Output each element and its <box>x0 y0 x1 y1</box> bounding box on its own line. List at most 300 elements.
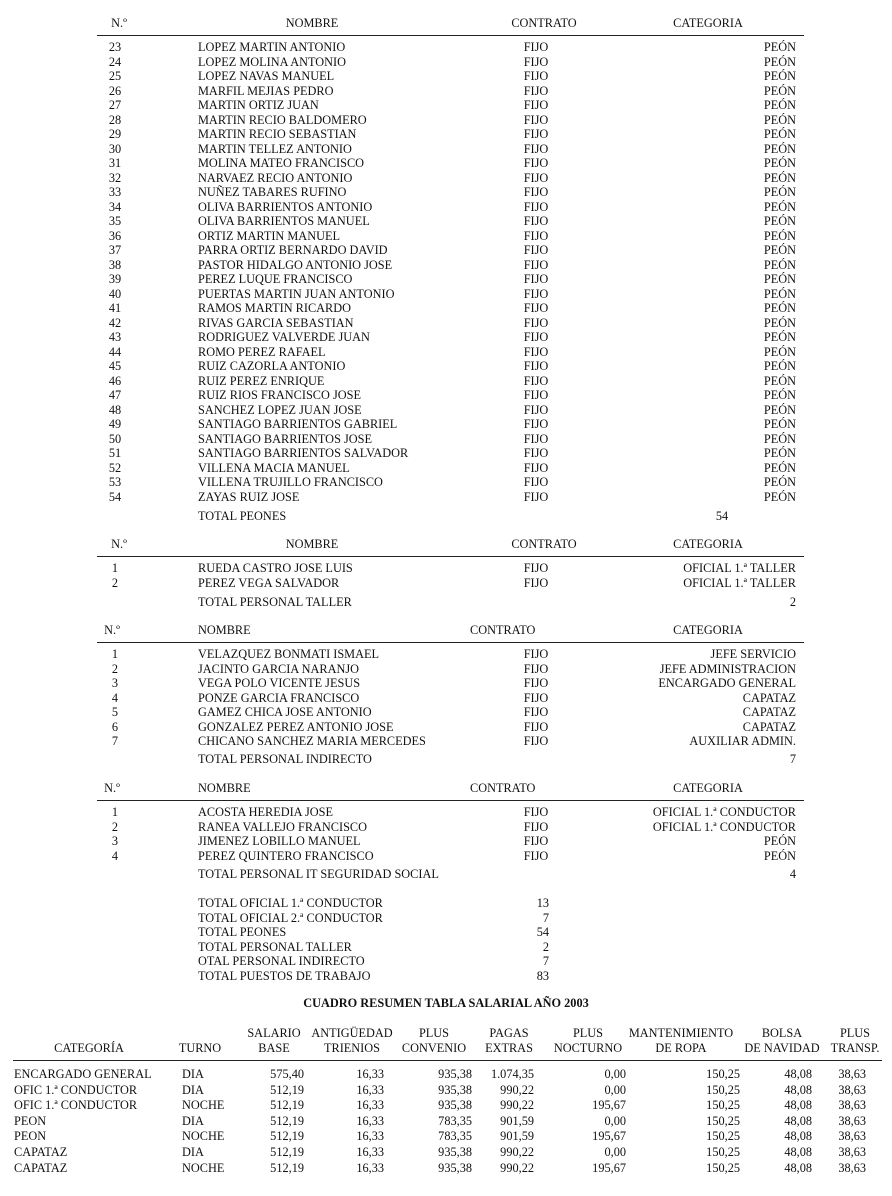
row-categoria: PEÓN <box>763 272 796 286</box>
row-num: 40 <box>108 286 122 301</box>
row-nombre: LOPEZ NAVAS MANUEL <box>198 69 335 83</box>
table-row <box>0 142 892 157</box>
salary-cell: 935,38 <box>438 1145 472 1159</box>
row-contrato: FIJO <box>523 834 549 848</box>
salary-cell: 16,33 <box>356 1160 384 1175</box>
row-num: 38 <box>108 257 122 272</box>
header-nombre: NOMBRE <box>198 623 251 637</box>
row-nombre: MARTIN ORTIZ JUAN <box>198 98 319 112</box>
salary-cell: 16,33 <box>356 1145 384 1159</box>
row-num: 29 <box>108 127 122 141</box>
row-num: 2 <box>111 575 119 590</box>
row-num: 49 <box>108 417 122 431</box>
total-label: TOTAL PERSONAL TALLER <box>198 595 352 609</box>
salary-header-line1: PAGAS <box>489 1026 529 1040</box>
table-row <box>0 113 892 128</box>
row-categoria: JEFE ADMINISTRACION <box>659 661 796 676</box>
header-categoria: CATEGORIA <box>673 623 743 637</box>
salary-cell: 512,19 <box>270 1082 304 1097</box>
row-categoria: PEÓN <box>763 112 796 127</box>
total-label: TOTAL PEONES <box>198 509 287 523</box>
summary-label: OTAL PERSONAL INDIRECTO <box>198 954 365 968</box>
table-row <box>0 69 892 84</box>
table-row <box>0 805 892 820</box>
salary-cell: 901,59 <box>500 1113 534 1128</box>
table-row <box>0 185 892 200</box>
row-contrato: FIJO <box>523 98 549 112</box>
row-categoria: JEFE SERVICIO <box>710 647 796 661</box>
salary-header-line1: MANTENIMIENTO <box>628 1026 734 1040</box>
salary-divider-line <box>13 1060 882 1061</box>
row-contrato: FIJO <box>523 705 549 719</box>
summary-row <box>0 969 892 984</box>
row-categoria: PEÓN <box>763 834 796 848</box>
table-row <box>0 330 892 345</box>
salary-cell: 150,25 <box>706 1160 740 1175</box>
row-num: 24 <box>108 54 122 69</box>
salary-cell: 150,25 <box>706 1113 740 1128</box>
salary-header-cell <box>824 1026 886 1056</box>
row-nombre: PEREZ LUQUE FRANCISCO <box>198 272 353 286</box>
row-nombre: OLIVA BARRIENTOS ANTONIO <box>198 199 373 214</box>
salary-header-cell <box>622 1026 740 1056</box>
table-row <box>0 229 892 244</box>
header-contrato: CONTRATO <box>470 781 536 795</box>
divider-line <box>97 556 804 557</box>
row-categoria: PEÓN <box>763 257 796 272</box>
header-num: N.º <box>104 781 120 795</box>
salary-cell: 1.074,35 <box>490 1067 534 1081</box>
row-nombre: RANEA VALLEJO FRANCISCO <box>198 819 367 834</box>
row-nombre: ORTIZ MARTIN MANUEL <box>198 228 340 243</box>
row-num: 37 <box>108 243 122 257</box>
header-nombre: NOMBRE <box>285 537 339 551</box>
salary-cell: NOCHE <box>182 1160 225 1175</box>
row-contrato: FIJO <box>523 40 549 54</box>
salary-cell: 150,25 <box>706 1098 740 1113</box>
row-nombre: NARVAEZ RECIO ANTONIO <box>198 170 353 185</box>
salary-cell: 150,25 <box>706 1129 740 1144</box>
salary-cell: 935,38 <box>438 1098 472 1113</box>
row-nombre: SANTIAGO BARRIENTOS JOSE <box>198 431 372 446</box>
total-value: 54 <box>715 509 729 523</box>
row-num: 27 <box>108 98 122 112</box>
table-row <box>0 127 892 142</box>
row-nombre: MARFIL MEJIAS PEDRO <box>198 83 334 98</box>
row-categoria: PEÓN <box>763 141 796 156</box>
row-contrato: FIJO <box>523 460 549 475</box>
salary-cell: OFIC 1.ª CONDUCTOR <box>14 1098 138 1113</box>
row-nombre: PUERTAS MARTIN JUAN ANTONIO <box>198 286 395 301</box>
row-contrato: FIJO <box>523 647 549 661</box>
summary-value: 7 <box>542 954 549 968</box>
salary-cell: DIA <box>182 1082 204 1097</box>
row-nombre: RUIZ PEREZ ENRIQUE <box>198 373 325 388</box>
row-categoria: PEÓN <box>763 330 796 344</box>
salary-cell: 0,00 <box>604 1082 626 1097</box>
salary-cell: 48,08 <box>784 1145 812 1159</box>
row-contrato: FIJO <box>523 475 549 489</box>
table-row <box>0 403 892 418</box>
row-contrato: FIJO <box>523 199 549 214</box>
row-num: 4 <box>111 848 119 863</box>
row-categoria: PEÓN <box>763 40 796 54</box>
row-contrato: FIJO <box>523 819 549 834</box>
salary-header-line1: BOLSA <box>761 1026 803 1040</box>
table-row <box>0 359 892 374</box>
row-categoria: PEÓN <box>763 359 796 373</box>
row-contrato: FIJO <box>523 228 549 243</box>
row-categoria: PEÓN <box>763 402 796 417</box>
row-contrato: FIJO <box>523 373 549 388</box>
row-categoria: CAPATAZ <box>742 705 796 719</box>
row-nombre: PARRA ORTIZ BERNARDO DAVID <box>198 243 388 257</box>
salary-cell: 150,25 <box>706 1082 740 1097</box>
summary-label: TOTAL OFICIAL 2.ª CONDUCTOR <box>198 910 383 925</box>
salary-header-line1 <box>172 1026 228 1041</box>
row-categoria: PEÓN <box>763 417 796 431</box>
row-nombre: RUEDA CASTRO JOSE LUIS <box>198 561 353 575</box>
salary-row <box>0 1067 892 1082</box>
row-contrato: FIJO <box>523 156 549 170</box>
summary-row <box>0 925 892 940</box>
row-contrato: FIJO <box>523 561 549 575</box>
salary-cell: 195,67 <box>592 1129 626 1144</box>
salary-cell: NOCHE <box>182 1129 225 1144</box>
row-contrato: FIJO <box>523 243 549 257</box>
header-nombre: NOMBRE <box>198 781 251 795</box>
row-nombre: JIMENEZ LOBILLO MANUEL <box>198 834 361 848</box>
table-row <box>0 849 892 864</box>
summary-label: TOTAL PEONES <box>198 925 287 939</box>
salary-row <box>0 1114 892 1129</box>
salary-cell: OFIC 1.ª CONDUCTOR <box>14 1082 138 1097</box>
salary-cell: 16,33 <box>356 1067 384 1081</box>
row-num: 7 <box>111 734 119 748</box>
row-nombre: MARTIN RECIO SEBASTIAN <box>198 127 357 141</box>
row-nombre: NUÑEZ TABARES RUFINO <box>198 185 347 199</box>
row-contrato: FIJO <box>523 388 549 402</box>
row-nombre: MOLINA MATEO FRANCISCO <box>198 156 365 170</box>
table-row <box>0 820 892 835</box>
salary-cell: DIA <box>182 1145 204 1159</box>
row-categoria: PEÓN <box>763 344 796 359</box>
salary-cell: 16,33 <box>356 1129 384 1144</box>
table-row <box>0 432 892 447</box>
table-header <box>0 781 892 796</box>
row-num: 1 <box>111 805 119 819</box>
row-categoria: AUXILIAR ADMIN. <box>689 734 796 748</box>
header-categoria: CATEGORIA <box>673 16 743 30</box>
salary-cell: 48,08 <box>784 1113 812 1128</box>
row-num: 3 <box>111 834 119 848</box>
table-row <box>0 475 892 490</box>
salary-cell: 935,38 <box>438 1160 472 1175</box>
row-nombre: CHICANO SANCHEZ MARIA MERCEDES <box>198 734 426 748</box>
row-nombre: GONZALEZ PEREZ ANTONIO JOSE <box>198 719 394 734</box>
salary-cell: 38,63 <box>838 1160 866 1175</box>
row-contrato: FIJO <box>523 83 549 98</box>
row-nombre: RIVAS GARCIA SEBASTIAN <box>198 315 354 330</box>
salary-cell: 575,40 <box>270 1067 304 1081</box>
table-row <box>0 345 892 360</box>
salary-cell: 512,19 <box>270 1098 304 1113</box>
row-categoria: PEÓN <box>763 54 796 69</box>
row-contrato: FIJO <box>523 315 549 330</box>
row-categoria: PEÓN <box>763 185 796 199</box>
table-row <box>0 446 892 461</box>
salary-header-line2: NOCTURNO <box>553 1041 623 1055</box>
summary-value: 54 <box>536 925 549 939</box>
table-row <box>0 734 892 749</box>
section-total <box>0 867 892 882</box>
row-num: 32 <box>108 170 122 185</box>
salary-cell: 38,63 <box>838 1067 866 1081</box>
table-row <box>0 316 892 331</box>
total-value: 2 <box>789 595 796 609</box>
row-num: 5 <box>111 705 119 719</box>
row-nombre: LOPEZ MARTIN ANTONIO <box>198 40 346 54</box>
salary-cell: 16,33 <box>356 1082 384 1097</box>
row-nombre: LOPEZ MOLINA ANTONIO <box>198 54 347 69</box>
header-contrato: CONTRATO <box>470 623 536 637</box>
row-nombre: ACOSTA HEREDIA JOSE <box>198 805 333 819</box>
row-num: 36 <box>108 228 122 243</box>
row-num: 26 <box>108 83 122 98</box>
salary-table-title: CUADRO RESUMEN TABLA SALARIAL AÑO 2003 <box>303 996 589 1010</box>
header-contrato: CONTRATO <box>511 16 577 30</box>
table-row <box>0 374 892 389</box>
row-contrato: FIJO <box>523 734 549 748</box>
table-row <box>0 490 892 505</box>
salary-header-cell <box>548 1026 628 1056</box>
row-contrato: FIJO <box>523 417 549 431</box>
row-contrato: FIJO <box>523 112 549 127</box>
salary-header-cell <box>306 1026 398 1056</box>
row-num: 48 <box>108 402 122 417</box>
table-row <box>0 258 892 273</box>
table-row <box>0 287 892 302</box>
table-row <box>0 576 892 591</box>
row-categoria: PEÓN <box>763 243 796 257</box>
total-value: 4 <box>789 867 796 881</box>
row-nombre: PASTOR HIDALGO ANTONIO JOSE <box>198 257 393 272</box>
salary-cell: ENCARGADO GENERAL <box>14 1067 152 1081</box>
salary-cell: 16,33 <box>356 1113 384 1128</box>
summary-value: 13 <box>536 896 549 910</box>
table-row <box>0 561 892 576</box>
row-nombre: VILLENA MACIA MANUEL <box>198 460 350 475</box>
row-num: 47 <box>108 388 122 402</box>
header-categoria: CATEGORIA <box>673 781 743 795</box>
salary-cell: 38,63 <box>838 1129 866 1144</box>
salary-cell: 150,25 <box>706 1067 740 1081</box>
salary-header-line2: TURNO <box>178 1041 222 1055</box>
row-nombre: ZAYAS RUIZ JOSE <box>198 489 300 504</box>
row-categoria: PEÓN <box>763 388 796 402</box>
salary-cell: 990,22 <box>500 1145 534 1159</box>
salary-cell: 990,22 <box>500 1082 534 1097</box>
row-categoria: PEÓN <box>763 286 796 301</box>
salary-cell: PEON <box>14 1113 47 1128</box>
salary-cell: 783,35 <box>438 1129 472 1144</box>
row-categoria: PEÓN <box>763 489 796 504</box>
salary-header-cell <box>244 1026 304 1056</box>
salary-header-line1 <box>14 1026 164 1041</box>
salary-cell: 0,00 <box>604 1145 626 1159</box>
salary-cell: 990,22 <box>500 1098 534 1113</box>
row-contrato: FIJO <box>523 446 549 460</box>
row-num: 43 <box>108 330 122 344</box>
table-row <box>0 676 892 691</box>
row-nombre: PEREZ QUINTERO FRANCISCO <box>198 848 374 863</box>
table-row <box>0 388 892 403</box>
row-nombre: VEGA POLO VICENTE JESUS <box>198 676 361 690</box>
row-contrato: FIJO <box>523 431 549 446</box>
summary-row <box>0 940 892 955</box>
table-row <box>0 40 892 55</box>
row-num: 31 <box>108 156 122 170</box>
salary-cell: 195,67 <box>592 1160 626 1175</box>
total-value: 7 <box>789 752 796 766</box>
row-nombre: GAMEZ CHICA JOSE ANTONIO <box>198 705 372 719</box>
salary-cell: 48,08 <box>784 1129 812 1144</box>
row-contrato: FIJO <box>523 676 549 690</box>
salary-header-cell <box>14 1026 164 1056</box>
summary-label: TOTAL PUESTOS DE TRABAJO <box>198 968 371 983</box>
table-row <box>0 171 892 186</box>
row-num: 54 <box>108 489 122 504</box>
section-total <box>0 509 892 524</box>
salary-cell: 16,33 <box>356 1098 384 1113</box>
salary-header-line2: DE ROPA <box>655 1041 707 1055</box>
table-row <box>0 84 892 99</box>
row-categoria: PEÓN <box>763 315 796 330</box>
table-row <box>0 720 892 735</box>
table-row <box>0 214 892 229</box>
row-categoria: ENCARGADO GENERAL <box>658 676 796 690</box>
row-contrato: FIJO <box>523 330 549 344</box>
divider-line <box>97 800 804 801</box>
salary-cell: 783,35 <box>438 1113 472 1128</box>
table-row <box>0 834 892 849</box>
salary-header-line2: CATEGORÍA <box>54 1041 124 1055</box>
row-categoria: PEÓN <box>763 214 796 228</box>
divider-line <box>97 642 804 643</box>
row-nombre: PEREZ VEGA SALVADOR <box>198 575 340 590</box>
salary-header-line2: DE NAVIDAD <box>744 1041 820 1055</box>
salary-cell: 48,08 <box>784 1098 812 1113</box>
total-label: TOTAL PERSONAL INDIRECTO <box>198 752 372 766</box>
salary-header-line1: ANTIGÜEDAD <box>311 1026 393 1040</box>
row-categoria: PEÓN <box>763 431 796 446</box>
salary-cell: 935,38 <box>438 1067 472 1081</box>
salary-cell: CAPATAZ <box>14 1145 68 1159</box>
salary-header-line2: EXTRAS <box>485 1041 533 1055</box>
row-contrato: FIJO <box>523 575 549 590</box>
table-header <box>0 537 892 552</box>
row-num: 50 <box>108 431 122 446</box>
row-nombre: VILLENA TRUJILLO FRANCISCO <box>198 475 383 489</box>
salary-cell: CAPATAZ <box>14 1160 68 1175</box>
salary-cell: 512,19 <box>270 1160 304 1175</box>
row-categoria: PEÓN <box>763 228 796 243</box>
row-contrato: FIJO <box>523 185 549 199</box>
table-row <box>0 55 892 70</box>
salary-cell: 150,25 <box>706 1145 740 1159</box>
row-nombre: SANTIAGO BARRIENTOS GABRIEL <box>198 417 398 431</box>
salary-cell: 38,63 <box>838 1082 866 1097</box>
row-categoria: PEÓN <box>763 199 796 214</box>
row-nombre: MARTIN TELLEZ ANTONIO <box>198 141 352 156</box>
salary-cell: 195,67 <box>592 1098 626 1113</box>
salary-cell: 990,22 <box>500 1160 534 1175</box>
row-nombre: ROMO PEREZ RAFAEL <box>198 344 326 359</box>
salary-header-line1: PLUS <box>418 1026 450 1040</box>
row-nombre: SANTIAGO BARRIENTOS SALVADOR <box>198 446 409 460</box>
row-contrato: FIJO <box>523 170 549 185</box>
salary-header-cell <box>740 1026 824 1056</box>
header-num: N.º <box>111 16 127 30</box>
salary-header-cell <box>474 1026 544 1056</box>
salary-cell: 512,19 <box>270 1145 304 1159</box>
row-nombre: RAMOS MARTIN RICARDO <box>198 301 351 315</box>
row-categoria: PEÓN <box>763 170 796 185</box>
total-label: TOTAL PERSONAL IT SEGURIDAD SOCIAL <box>198 867 439 881</box>
table-row <box>0 417 892 432</box>
row-categoria: OFICIAL 1.ª TALLER <box>683 561 796 575</box>
salary-cell: PEON <box>14 1129 47 1144</box>
summary-row <box>0 896 892 911</box>
row-contrato: FIJO <box>523 344 549 359</box>
row-categoria: OFICIAL 1.ª CONDUCTOR <box>652 805 796 819</box>
row-num: 51 <box>108 446 122 460</box>
row-num: 34 <box>108 199 122 214</box>
row-nombre: VELAZQUEZ BONMATI ISMAEL <box>198 647 380 661</box>
section-total <box>0 752 892 767</box>
row-num: 35 <box>108 214 122 228</box>
summary-value: 2 <box>542 939 549 954</box>
row-categoria: CAPATAZ <box>742 719 796 734</box>
table-row <box>0 647 892 662</box>
salary-header-cell <box>396 1026 472 1056</box>
row-contrato: FIJO <box>523 272 549 286</box>
row-nombre: MARTIN RECIO BALDOMERO <box>198 112 367 127</box>
table-row <box>0 243 892 258</box>
summary-value: 7 <box>542 910 549 925</box>
salary-cell: DIA <box>182 1067 204 1081</box>
row-nombre: PONZE GARCIA FRANCISCO <box>198 690 360 705</box>
row-nombre: RUIZ RIOS FRANCISCO JOSE <box>198 388 361 402</box>
summary-value: 83 <box>536 968 549 983</box>
table-row <box>0 705 892 720</box>
table-row <box>0 301 892 316</box>
row-contrato: FIJO <box>523 54 549 69</box>
salary-cell: 0,00 <box>604 1113 626 1128</box>
section-total <box>0 595 892 610</box>
row-num: 3 <box>111 676 119 690</box>
salary-header-line2: BASE <box>258 1041 290 1055</box>
row-contrato: FIJO <box>523 141 549 156</box>
row-num: 42 <box>108 315 122 330</box>
salary-row <box>0 1145 892 1160</box>
salary-header-line1: SALARIO <box>247 1026 301 1040</box>
row-num: 1 <box>111 647 119 661</box>
row-contrato: FIJO <box>523 489 549 504</box>
salary-header-line1: PLUS <box>839 1026 871 1040</box>
salary-cell: 48,08 <box>784 1067 812 1081</box>
salary-cell: 48,08 <box>784 1082 812 1097</box>
